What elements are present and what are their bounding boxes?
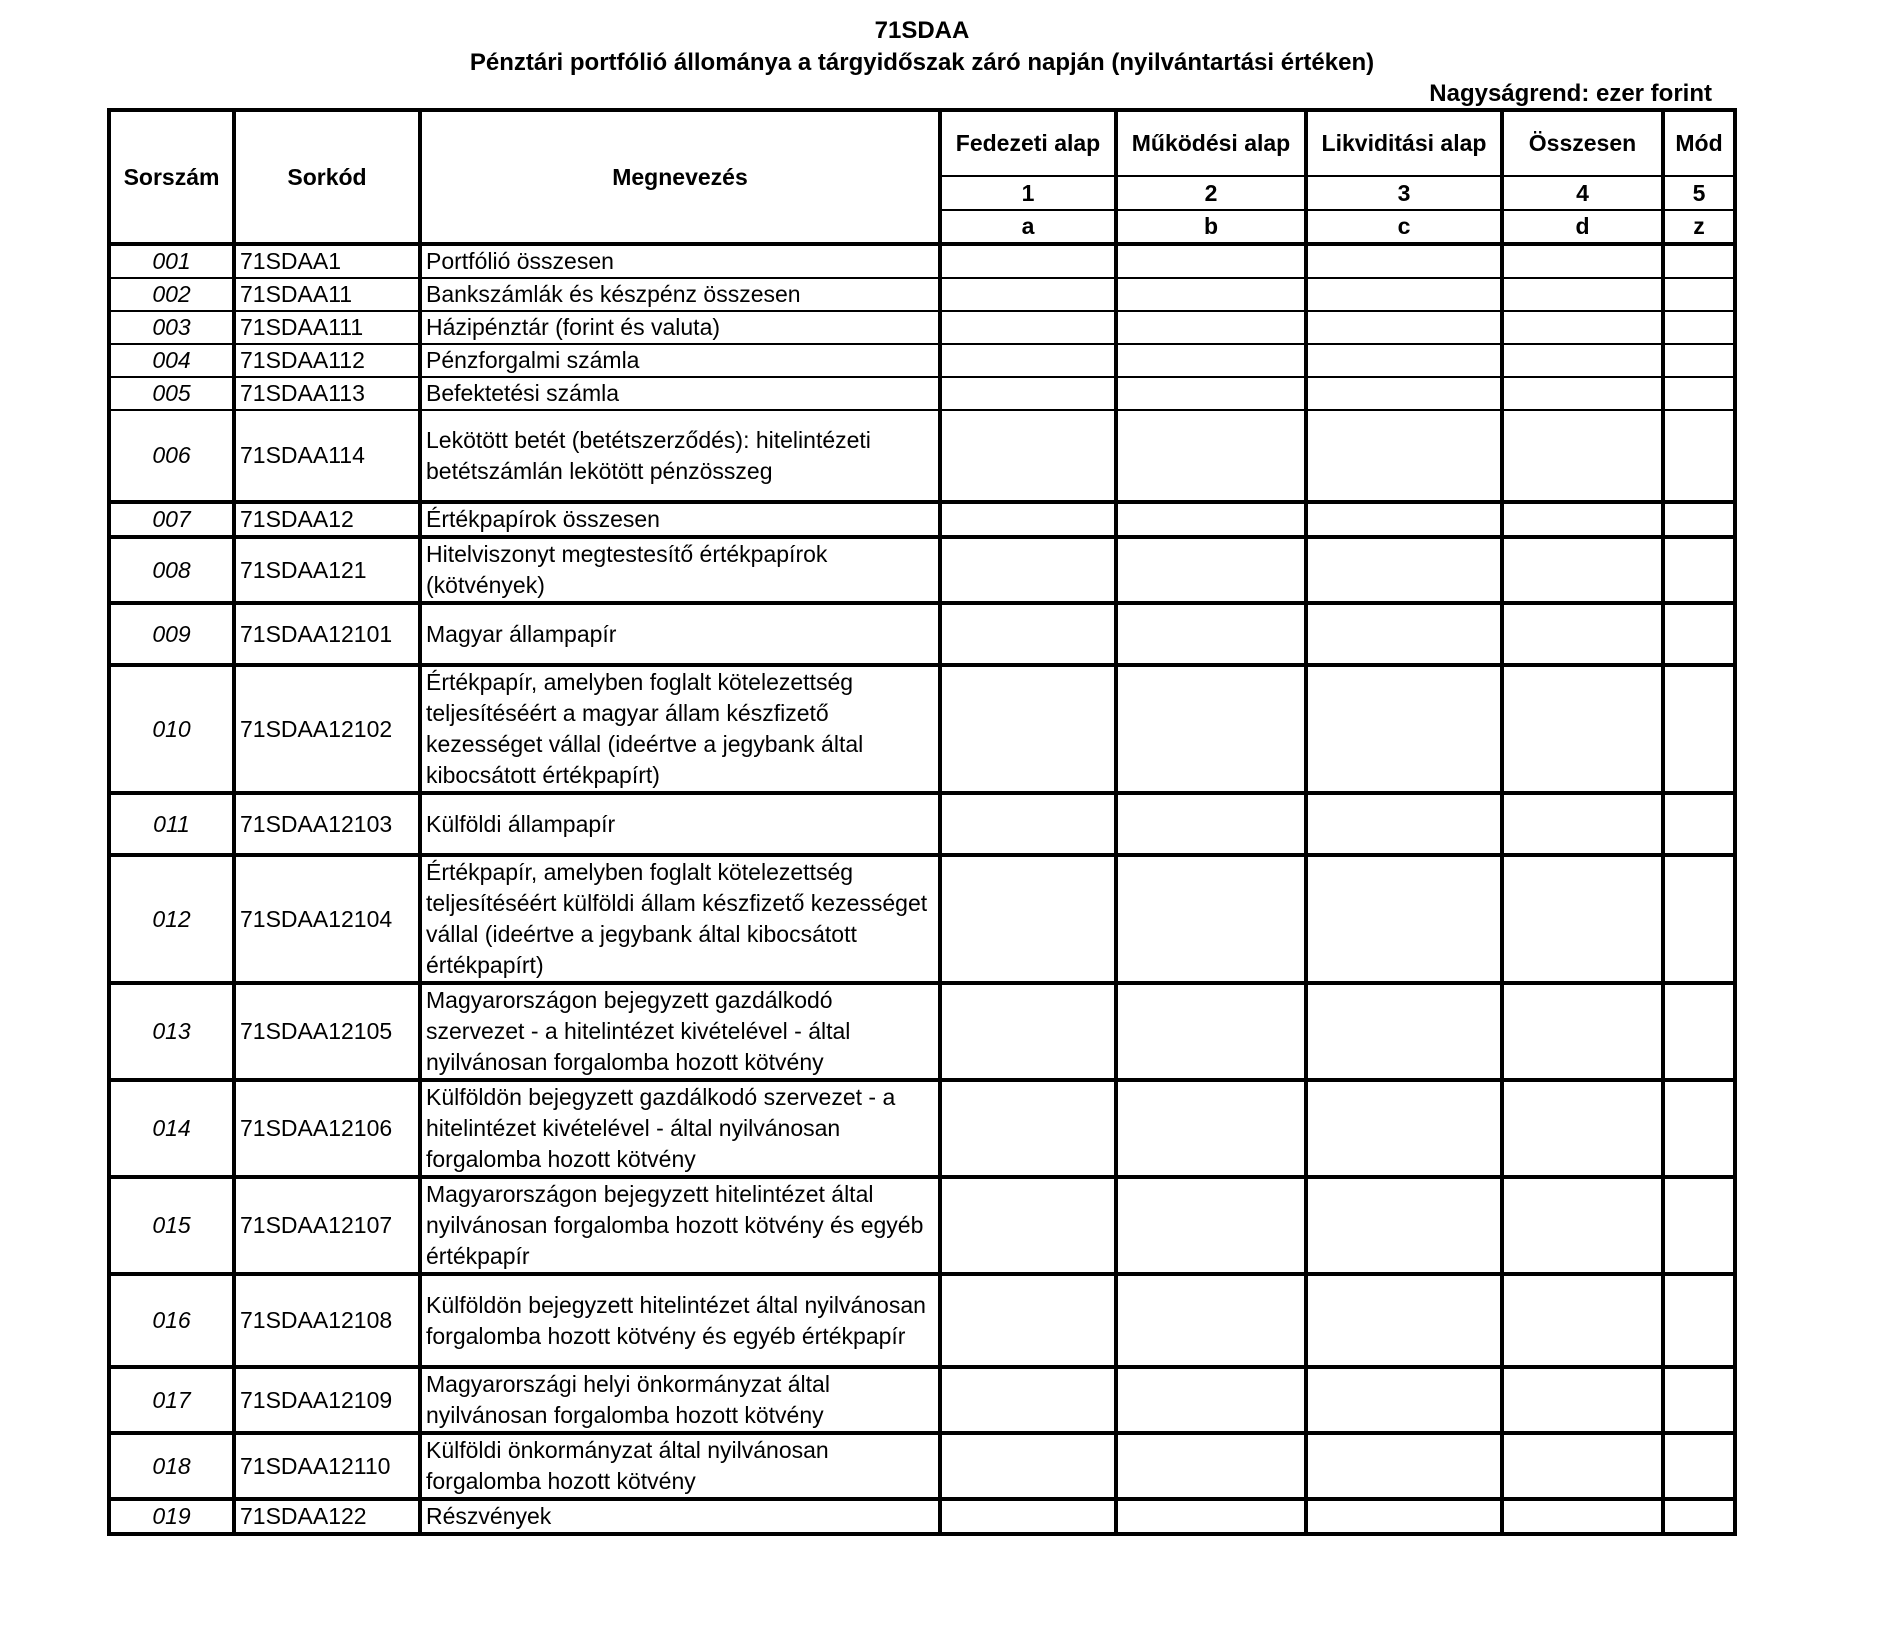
table-row bbox=[109, 665, 1735, 793]
table-row bbox=[109, 344, 1735, 377]
value-cell-col-4[interactable] bbox=[1502, 665, 1663, 793]
value-cell-col-5[interactable] bbox=[1663, 983, 1735, 1080]
value-cell-col-2[interactable] bbox=[1116, 1433, 1306, 1499]
header-col-5-label: Mód bbox=[1663, 110, 1735, 176]
row-code: 71SDAA1 bbox=[234, 244, 420, 278]
value-cell-col-5[interactable] bbox=[1663, 377, 1735, 410]
unit-note: Nagyságrend: ezer forint bbox=[1429, 80, 1712, 107]
row-code: 71SDAA11 bbox=[234, 278, 420, 311]
value-cell-col-3[interactable] bbox=[1306, 537, 1502, 603]
row-code: 71SDAA12102 bbox=[234, 665, 420, 793]
value-cell-col-2[interactable] bbox=[1116, 410, 1306, 502]
row-number: 019 bbox=[109, 1499, 234, 1534]
row-code: 71SDAA12107 bbox=[234, 1177, 420, 1274]
value-cell-col-5[interactable] bbox=[1663, 665, 1735, 793]
value-cell-col-2[interactable] bbox=[1116, 665, 1306, 793]
value-cell-col-1[interactable] bbox=[940, 793, 1116, 855]
row-number: 001 bbox=[109, 244, 234, 278]
value-cell-col-2[interactable] bbox=[1116, 311, 1306, 344]
value-cell-col-5[interactable] bbox=[1663, 1177, 1735, 1274]
value-cell-col-3[interactable] bbox=[1306, 278, 1502, 311]
row-code: 71SDAA111 bbox=[234, 311, 420, 344]
value-cell-col-5[interactable] bbox=[1663, 502, 1735, 537]
value-cell-col-1[interactable] bbox=[940, 855, 1116, 983]
row-description: Külföldi önkormányzat által nyilvánosan forgalomba hozott kötvény bbox=[420, 1433, 940, 1499]
header-col-1-number: 1 bbox=[940, 176, 1116, 210]
table-row bbox=[109, 377, 1735, 410]
row-code: 71SDAA12 bbox=[234, 502, 420, 537]
value-cell-col-3[interactable] bbox=[1306, 1177, 1502, 1274]
row-description: Magyar állampapír bbox=[420, 603, 940, 665]
row-description: Lekötött betét (betétszerződés): hitelintézeti betétszámlán lekötött pénzösszeg bbox=[420, 410, 940, 502]
row-description: Külföldi állampapír bbox=[420, 793, 940, 855]
row-code: 71SDAA122 bbox=[234, 1499, 420, 1534]
value-cell-col-3[interactable] bbox=[1306, 1274, 1502, 1367]
value-cell-col-4[interactable] bbox=[1502, 1274, 1663, 1367]
row-number: 010 bbox=[109, 665, 234, 793]
row-number: 005 bbox=[109, 377, 234, 410]
header-sorkod: Sorkód bbox=[234, 110, 420, 244]
value-cell-col-4[interactable] bbox=[1502, 410, 1663, 502]
table-header bbox=[109, 110, 1735, 244]
value-cell-col-3[interactable] bbox=[1306, 1367, 1502, 1433]
row-number: 008 bbox=[109, 537, 234, 603]
value-cell-col-4[interactable] bbox=[1502, 1080, 1663, 1177]
value-cell-col-1[interactable] bbox=[940, 1433, 1116, 1499]
table-row bbox=[109, 1080, 1735, 1177]
header-col-3-number: 3 bbox=[1306, 176, 1502, 210]
row-code: 71SDAA113 bbox=[234, 377, 420, 410]
row-description: Külföldön bejegyzett hitelintézet által nyilvánosan forgalomba hozott kötvény és egyéb értékpapír bbox=[420, 1274, 940, 1367]
header-col-2-letter: b bbox=[1116, 210, 1306, 244]
row-code: 71SDAA12110 bbox=[234, 1433, 420, 1499]
value-cell-col-5[interactable] bbox=[1663, 537, 1735, 603]
row-description: Értékpapír, amelyben foglalt kötelezettség teljesítéséért a magyar állam készfizető kezességet vállal (ideértve a jegybank által kibocsátott értékpapírt) bbox=[420, 665, 940, 793]
row-code: 71SDAA12108 bbox=[234, 1274, 420, 1367]
table-row bbox=[109, 502, 1735, 537]
value-cell-col-2[interactable] bbox=[1116, 377, 1306, 410]
value-cell-col-2[interactable] bbox=[1116, 244, 1306, 278]
value-cell-col-4[interactable] bbox=[1502, 344, 1663, 377]
value-cell-col-3[interactable] bbox=[1306, 410, 1502, 502]
value-cell-col-3[interactable] bbox=[1306, 1433, 1502, 1499]
row-description: Magyarországon bejegyzett hitelintézet által nyilvánosan forgalomba hozott kötvény és egyéb értékpapír bbox=[420, 1177, 940, 1274]
value-cell-col-2[interactable] bbox=[1116, 1080, 1306, 1177]
value-cell-col-1[interactable] bbox=[940, 665, 1116, 793]
value-cell-col-5[interactable] bbox=[1663, 278, 1735, 311]
value-cell-col-1[interactable] bbox=[940, 278, 1116, 311]
value-cell-col-2[interactable] bbox=[1116, 502, 1306, 537]
value-cell-col-4[interactable] bbox=[1502, 1367, 1663, 1433]
value-cell-col-1[interactable] bbox=[940, 603, 1116, 665]
value-cell-col-1[interactable] bbox=[940, 502, 1116, 537]
value-cell-col-3[interactable] bbox=[1306, 1080, 1502, 1177]
header-sorszam: Sorszám bbox=[109, 110, 234, 244]
table-row bbox=[109, 311, 1735, 344]
table-row bbox=[109, 603, 1735, 665]
value-cell-col-4[interactable] bbox=[1502, 1499, 1663, 1534]
portfolio-table bbox=[107, 108, 1737, 1536]
value-cell-col-3[interactable] bbox=[1306, 793, 1502, 855]
table-row bbox=[109, 793, 1735, 855]
header-col-3-letter: c bbox=[1306, 210, 1502, 244]
value-cell-col-4[interactable] bbox=[1502, 537, 1663, 603]
table-row bbox=[109, 1274, 1735, 1367]
row-description: Hitelviszonyt megtestesítő értékpapírok (kötvények) bbox=[420, 537, 940, 603]
row-description: Pénzforgalmi számla bbox=[420, 344, 940, 377]
table-row bbox=[109, 855, 1735, 983]
header-col-5-letter: z bbox=[1663, 210, 1735, 244]
table-row bbox=[109, 537, 1735, 603]
value-cell-col-5[interactable] bbox=[1663, 855, 1735, 983]
row-code: 71SDAA12109 bbox=[234, 1367, 420, 1433]
row-description: Portfólió összesen bbox=[420, 244, 940, 278]
value-cell-col-3[interactable] bbox=[1306, 502, 1502, 537]
row-number: 017 bbox=[109, 1367, 234, 1433]
row-number: 009 bbox=[109, 603, 234, 665]
value-cell-col-4[interactable] bbox=[1502, 278, 1663, 311]
form-title: Pénztári portfólió állománya a tárgyidőszak záró napján (nyilvántartási értéken) bbox=[469, 49, 1375, 76]
value-cell-col-5[interactable] bbox=[1663, 1080, 1735, 1177]
value-cell-col-2[interactable] bbox=[1116, 1274, 1306, 1367]
value-cell-col-4[interactable] bbox=[1502, 983, 1663, 1080]
value-cell-col-3[interactable] bbox=[1306, 983, 1502, 1080]
table-row bbox=[109, 244, 1735, 278]
value-cell-col-5[interactable] bbox=[1663, 311, 1735, 344]
row-number: 013 bbox=[109, 983, 234, 1080]
row-description: Befektetési számla bbox=[420, 377, 940, 410]
row-description: Értékpapírok összesen bbox=[420, 502, 940, 537]
value-cell-col-5[interactable] bbox=[1663, 603, 1735, 665]
row-code: 71SDAA12104 bbox=[234, 855, 420, 983]
row-description: Magyarországi helyi önkormányzat által nyilvánosan forgalomba hozott kötvény bbox=[420, 1367, 940, 1433]
value-cell-col-4[interactable] bbox=[1502, 1433, 1663, 1499]
value-cell-col-5[interactable] bbox=[1663, 410, 1735, 502]
value-cell-col-4[interactable] bbox=[1502, 377, 1663, 410]
value-cell-col-5[interactable] bbox=[1663, 1499, 1735, 1534]
value-cell-col-2[interactable] bbox=[1116, 1499, 1306, 1534]
value-cell-col-5[interactable] bbox=[1663, 244, 1735, 278]
value-cell-col-3[interactable] bbox=[1306, 244, 1502, 278]
row-number: 007 bbox=[109, 502, 234, 537]
value-cell-col-1[interactable] bbox=[940, 537, 1116, 603]
table-row bbox=[109, 1499, 1735, 1534]
row-description: Értékpapír, amelyben foglalt kötelezettség teljesítéséért külföldi állam készfizető kezességet vállal (ideértve a jegybank által kibocsátott értékpapírt) bbox=[420, 855, 940, 983]
value-cell-col-3[interactable] bbox=[1306, 344, 1502, 377]
value-cell-col-5[interactable] bbox=[1663, 793, 1735, 855]
header-col-2-label: Működési alap bbox=[1116, 110, 1306, 176]
table-row bbox=[109, 1433, 1735, 1499]
row-description: Magyarországon bejegyzett gazdálkodó szervezet - a hitelintézet kivételével - által nyilvánosan forgalomba hozott kötvény bbox=[420, 983, 940, 1080]
value-cell-col-1[interactable] bbox=[940, 1274, 1116, 1367]
value-cell-col-4[interactable] bbox=[1502, 793, 1663, 855]
value-cell-col-1[interactable] bbox=[940, 377, 1116, 410]
value-cell-col-2[interactable] bbox=[1116, 603, 1306, 665]
value-cell-col-5[interactable] bbox=[1663, 344, 1735, 377]
value-cell-col-2[interactable] bbox=[1116, 278, 1306, 311]
form-code: 71SDAA bbox=[874, 17, 970, 44]
header-megnevezes: Megnevezés bbox=[420, 110, 940, 244]
header-col-2-number: 2 bbox=[1116, 176, 1306, 210]
row-number: 014 bbox=[109, 1080, 234, 1177]
value-cell-col-1[interactable] bbox=[940, 1499, 1116, 1534]
table-body bbox=[109, 244, 1735, 1534]
value-cell-col-3[interactable] bbox=[1306, 855, 1502, 983]
value-cell-col-2[interactable] bbox=[1116, 1177, 1306, 1274]
row-code: 71SDAA121 bbox=[234, 537, 420, 603]
row-code: 71SDAA12101 bbox=[234, 603, 420, 665]
row-number: 015 bbox=[109, 1177, 234, 1274]
row-description: Külföldön bejegyzett gazdálkodó szervezet - a hitelintézet kivételével - által nyilvánosan forgalomba hozott kötvény bbox=[420, 1080, 940, 1177]
value-cell-col-1[interactable] bbox=[940, 344, 1116, 377]
value-cell-col-2[interactable] bbox=[1116, 1367, 1306, 1433]
value-cell-col-1[interactable] bbox=[940, 410, 1116, 502]
row-number: 006 bbox=[109, 410, 234, 502]
value-cell-col-4[interactable] bbox=[1502, 1177, 1663, 1274]
row-code: 71SDAA12106 bbox=[234, 1080, 420, 1177]
value-cell-col-1[interactable] bbox=[940, 1177, 1116, 1274]
table-row bbox=[109, 983, 1735, 1080]
value-cell-col-4[interactable] bbox=[1502, 502, 1663, 537]
header-col-1-label: Fedezeti alap bbox=[940, 110, 1116, 176]
value-cell-col-5[interactable] bbox=[1663, 1367, 1735, 1433]
table-row bbox=[109, 1177, 1735, 1274]
row-description: Bankszámlák és készpénz összesen bbox=[420, 278, 940, 311]
value-cell-col-1[interactable] bbox=[940, 983, 1116, 1080]
table-row bbox=[109, 1367, 1735, 1433]
value-cell-col-3[interactable] bbox=[1306, 603, 1502, 665]
value-cell-col-1[interactable] bbox=[940, 1367, 1116, 1433]
table-row bbox=[109, 410, 1735, 502]
value-cell-col-2[interactable] bbox=[1116, 855, 1306, 983]
header-col-5-number: 5 bbox=[1663, 176, 1735, 210]
row-description: Részvények bbox=[420, 1499, 940, 1534]
header-col-3-label: Likviditási alap bbox=[1306, 110, 1502, 176]
row-number: 002 bbox=[109, 278, 234, 311]
value-cell-col-4[interactable] bbox=[1502, 311, 1663, 344]
row-description: Házipénztár (forint és valuta) bbox=[420, 311, 940, 344]
value-cell-col-2[interactable] bbox=[1116, 983, 1306, 1080]
row-code: 71SDAA114 bbox=[234, 410, 420, 502]
row-number: 011 bbox=[109, 793, 234, 855]
row-number: 018 bbox=[109, 1433, 234, 1499]
row-code: 71SDAA112 bbox=[234, 344, 420, 377]
value-cell-col-5[interactable] bbox=[1663, 1274, 1735, 1367]
header-col-4-label: Összesen bbox=[1502, 110, 1663, 176]
row-number: 003 bbox=[109, 311, 234, 344]
value-cell-col-3[interactable] bbox=[1306, 1499, 1502, 1534]
value-cell-col-1[interactable] bbox=[940, 311, 1116, 344]
value-cell-col-3[interactable] bbox=[1306, 377, 1502, 410]
table-row bbox=[109, 278, 1735, 311]
header-col-4-number: 4 bbox=[1502, 176, 1663, 210]
header-col-4-letter: d bbox=[1502, 210, 1663, 244]
row-code: 71SDAA12103 bbox=[234, 793, 420, 855]
value-cell-col-2[interactable] bbox=[1116, 344, 1306, 377]
value-cell-col-2[interactable] bbox=[1116, 793, 1306, 855]
row-number: 012 bbox=[109, 855, 234, 983]
row-number: 004 bbox=[109, 344, 234, 377]
value-cell-col-5[interactable] bbox=[1663, 1433, 1735, 1499]
value-cell-col-4[interactable] bbox=[1502, 244, 1663, 278]
value-cell-col-3[interactable] bbox=[1306, 665, 1502, 793]
row-number: 016 bbox=[109, 1274, 234, 1367]
value-cell-col-3[interactable] bbox=[1306, 311, 1502, 344]
value-cell-col-4[interactable] bbox=[1502, 603, 1663, 665]
value-cell-col-2[interactable] bbox=[1116, 537, 1306, 603]
row-code: 71SDAA12105 bbox=[234, 983, 420, 1080]
value-cell-col-4[interactable] bbox=[1502, 855, 1663, 983]
value-cell-col-1[interactable] bbox=[940, 1080, 1116, 1177]
value-cell-col-1[interactable] bbox=[940, 244, 1116, 278]
header-col-1-letter: a bbox=[940, 210, 1116, 244]
